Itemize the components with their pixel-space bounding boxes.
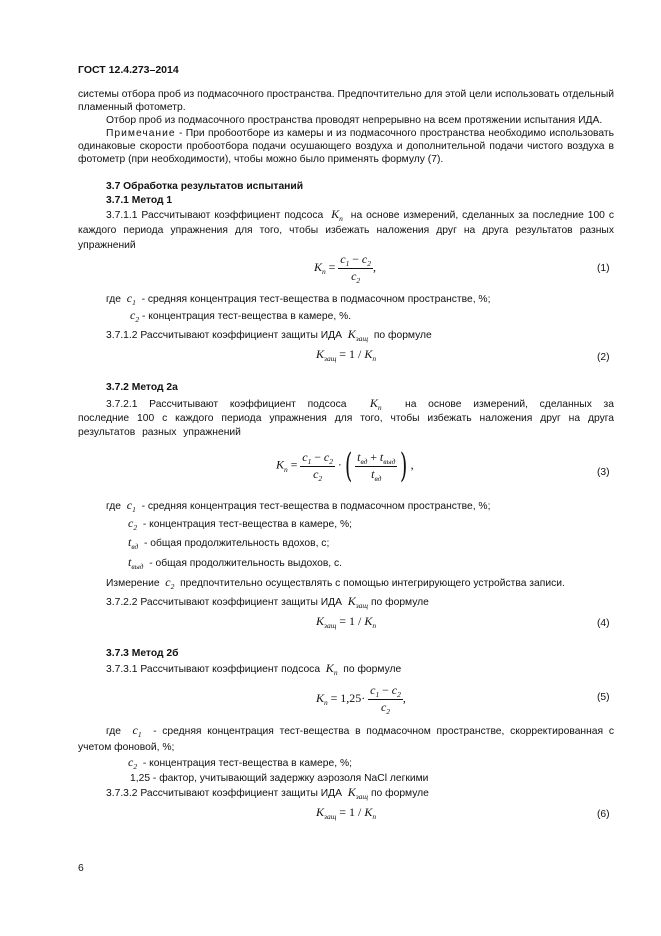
where-5-c2: $c_2$ - концентрация тест-вещества в камере, %; — [128, 755, 352, 771]
p3711-rest: на основе измерений, сделанных за последние 100 с каждого периода упражнения для того, чтобы избежать наложения друг на друга результатов разных упражнений — [78, 210, 614, 251]
intro-paragraph-1: системы отбора проб из подмасочного пространства. Предпочтительно для этой цели использовать отдельный пламенный фотометр. — [78, 89, 614, 113]
equation-2: $K_{защ} = 1 / K_п$ — [316, 347, 377, 363]
p3711-start: 3.7.1.1 Рассчитывают коэффициент подсоса — [106, 210, 324, 221]
where-1-c2: $c_2$ - концентрация тест-вещества в камере, %. — [130, 308, 352, 324]
symbol-sub-p: п — [339, 214, 343, 223]
section-heading-3-7: 3.7 Обработка результатов испытаний — [106, 181, 304, 192]
where-3-tvyd: $t_{выд}$ - общая продолжительность выдохов, с. — [128, 555, 343, 571]
paragraph-3-7-1-1 — [78, 207, 614, 253]
equation-6-number: (6) — [597, 809, 610, 820]
equation-3-number: (3) — [597, 467, 610, 478]
subsection-heading-3-7-2: 3.7.2 Метод 2а — [106, 382, 178, 393]
paragraph-3-7-3-1: 3.7.3.1 Рассчитывают коэффициент подсоса $K_п$ по формуле — [106, 661, 402, 677]
equation-3: $K_п$ = $\frac{c_1 - c_2}{c_2}$ ·( $\frac{t_{вд} + t_{выд}}{t_{вд}}$ ) , — [276, 446, 414, 486]
note-label: Примечание — [106, 128, 176, 139]
intro-block — [78, 88, 614, 166]
paragraph-3-7-1-2: 3.7.1.2 Рассчитывают коэффициент защиты ИДА $K_{защ}$ по формуле — [106, 327, 432, 343]
equation-5: $K_п = 1,25\cdot$ $\frac{c_1 - c_2}{c_2}$ , — [316, 683, 406, 716]
where-3-c2: $c_2$ - концентрация тест-вещества в камере, %; — [128, 516, 352, 532]
document-header: ГОСТ 12.4.273–2014 — [78, 64, 179, 76]
measurement-note: Измерение $c_2$ предпочтительно осуществлять с помощью интегрирующего устройства записи. — [106, 575, 565, 591]
where-5-factor: 1,25 - фактор, учитывающий задержку аэрозоля NaCl легкими — [130, 773, 429, 784]
equation-1: $K_п$ = $\frac{c_1 - c_2}{c_2}$ , — [314, 252, 376, 285]
equation-2-number: (2) — [597, 352, 610, 363]
where-3-tvd: $t_{вд}$ - общая продолжительность вдохов, с; — [128, 535, 330, 551]
page-number: 6 — [78, 863, 84, 874]
where-5-c1: где $c_1$ - средняя концентрация тест-вещества в подмасочном пространстве, скорректированная с учетом фоновой, %; — [78, 723, 614, 753]
paragraph-3-7-2-2: 3.7.2.2 Рассчитывают коэффициент защиты ИДА $K_{защ}$ по формуле — [106, 594, 429, 610]
intro-paragraph-2: Отбор проб из подмасочного пространства проводят непрерывно на всем протяжении испытания ИДА. — [106, 115, 603, 126]
equation-1-number: (1) — [597, 263, 610, 274]
subsection-heading-3-7-1: 3.7.1 Метод 1 — [106, 195, 173, 206]
paragraph-3-7-3-2: 3.7.3.2 Рассчитывают коэффициент защиты ИДА $K_{защ}$ по формуле — [106, 785, 429, 801]
eq1-fraction: $\frac{c_1 - c_2}{c_2}$ — [340, 252, 371, 285]
equation-4: $K_{защ} = 1 / K_п$ — [316, 614, 377, 630]
note-paragraph — [78, 127, 614, 166]
eq3-fraction-concentration: $\frac{c_1 - c_2}{c_2}$ — [302, 449, 333, 483]
where-3-c1: где $c_1$ - средняя концентрация тест-вещества в подмасочном пространстве, %; — [106, 498, 491, 514]
note-text: - При пробоотборе из камеры и из подмасочного пространства необходимо использовать одинаковые скорости пробоотбора подачи осушающего воздуха и дополнительной подачи чистого воздуха в фотометр (при необходимости), чтобы можно было применять формулу (7). — [78, 128, 614, 165]
equation-5-number: (5) — [597, 692, 610, 703]
where-1-c1: где $c_1$ - средняя концентрация тест-вещества в подмасочном пространстве, %; — [106, 291, 491, 307]
eq3-fraction-time: $\frac{t_{вд} + t_{выд}}{t_{вд}}$ — [357, 449, 396, 483]
equation-4-number: (4) — [597, 618, 610, 629]
subsection-heading-3-7-3: 3.7.3 Метод 2б — [106, 648, 179, 659]
eq5-fraction: $\frac{c_1 - c_2}{c_2}$ — [370, 683, 401, 716]
equation-6: $K_{защ} = 1 / K_п$ — [316, 805, 377, 821]
symbol-K: K — [331, 207, 340, 221]
paragraph-3-7-2-1: 3.7.2.1 Рассчитывают коэффициент подсоса $K_п$ на основе измерений, сделанных за последние 100 с каждого периода упражнения для того, чтобы избежать наложения друг на друга результатов разных упражнений — [78, 396, 614, 438]
